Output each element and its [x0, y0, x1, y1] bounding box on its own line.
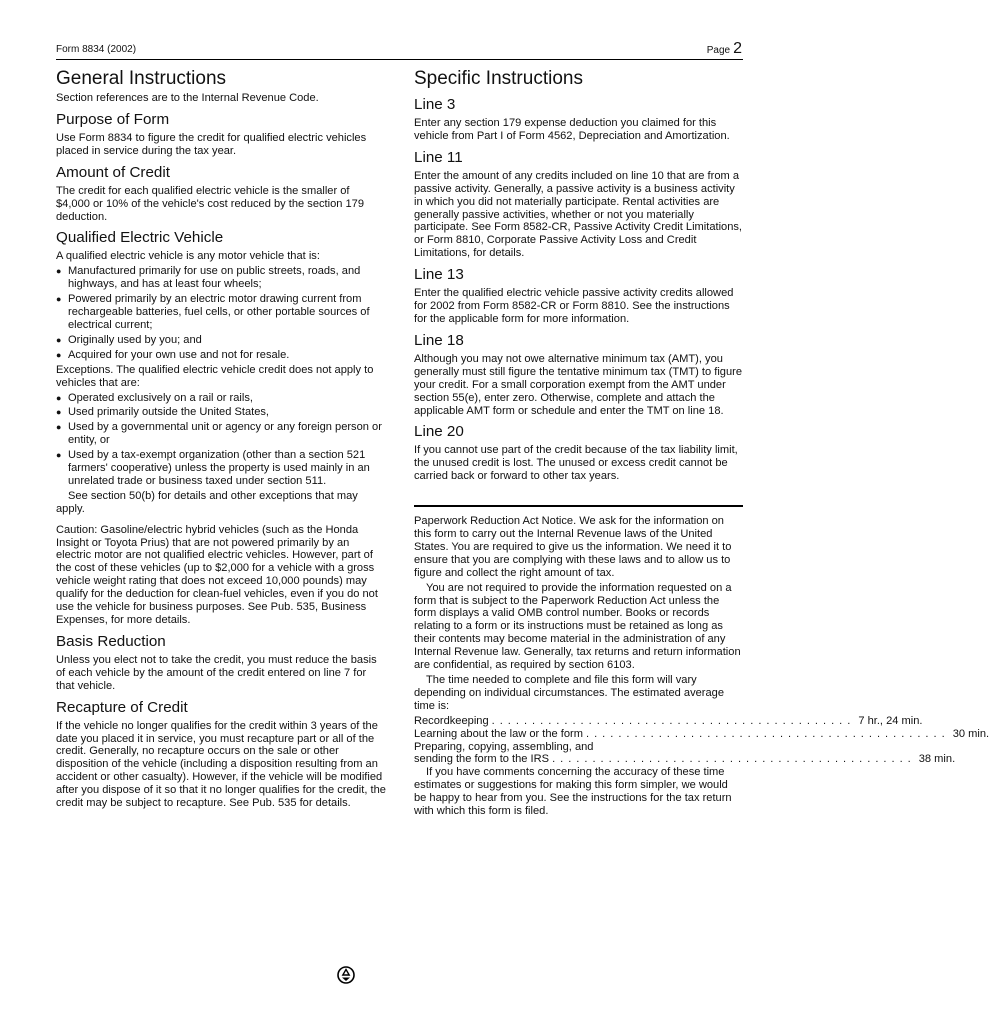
left-column	[56, 66, 386, 812]
exceptions-intro: Exceptions. The qualified electric vehicle credit does not apply to vehicles that are:	[56, 363, 374, 389]
basis-title: Basis Reduction	[56, 632, 166, 650]
page-number: 2	[733, 40, 742, 57]
list-item: ● Acquired for your own use and not for resale.	[56, 349, 386, 362]
general-instructions-title: General Instructions	[56, 68, 227, 89]
list-item: ● Operated exclusively on a rail or rails,	[56, 392, 386, 405]
exceptions-list	[56, 392, 386, 488]
page-word: Page	[706, 45, 731, 56]
section-divider	[414, 505, 743, 507]
time-row-recordkeeping: Recordkeeping ............................................. 7 hr., 24 min.	[414, 714, 923, 727]
line18-title: Line 18	[414, 331, 464, 349]
list-item: ● Used by a governmental unit or agency or any foreign person or entity, or	[56, 421, 386, 447]
line3-text: Enter any section 179 expense deduction you claimed for this vehicle from Part I of Form 4562, Depreciation and Amortization.	[414, 117, 730, 142]
line3-title: Line 3	[414, 96, 456, 113]
time-row-learning: Learning about the law or the form ............................................. 30 min.	[414, 727, 989, 740]
purpose-text: Use Form 8834 to figure the credit for qualified electric vehicles placed in service during the tax year.	[56, 131, 367, 157]
list-item: ● Originally used by you; and	[56, 334, 386, 347]
line13-title: Line 13	[414, 266, 464, 284]
recapture-title: Recapture of Credit	[56, 698, 188, 716]
line18-text: Although you may not owe alternative minimum tax (AMT), you generally must still figure the tentative minimum tax (TMT) to figure your credit. For a small corporation exempt from the AMT under section 55(e), enter zero. Otherwise, complete and attach the applicable AMT form or schedule and enter the TMT on line 18.	[414, 352, 742, 417]
basis-text: Unless you elect not to take the credit, you must reduce the basis of each vehicle by the amount of the credit entered on line 7 for that vehicle.	[56, 653, 377, 692]
header-rule	[56, 59, 743, 60]
line20-text: If you cannot use part of the credit because of the tax liability limit, the unused credit is lost. The unused or excess credit cannot be carried back or forward to other tax years.	[414, 444, 738, 483]
recycle-icon	[337, 966, 355, 984]
list-item: ● Powered primarily by an electric motor drawing current from rechargeable batteries, fuel cells, or other portable sources of electrical current;	[56, 293, 386, 332]
time-row-preparing-line1: Preparing, copying, assembling, and	[414, 740, 594, 753]
list-item: ● Used by a tax-exempt organization (other than a section 521 farmers' cooperative) unless the property is used mainly in an unrelated trade or business taxed under section 511.	[56, 449, 386, 488]
paperwork-time-text: The time needed to complete and file this form will vary depending on individual circumstances. The estimated average time is:	[414, 674, 724, 712]
caution-text: Caution: Gasoline/electric hybrid vehicles (such as the Honda Insight or Toyota Prius) that are not powered primarily by an electric motor are not qualified electric vehicles. However, part of the cost of these vehicles (up to $2,000 for a vehicle with a gross vehicle weight rating that does not exceed 10,000 pounds) may qualify for the deduction for clean-fuel vehicles, even if you do not use the vehicle for business purposes. See Pub. 535, Business Expenses, for more details.	[56, 523, 378, 626]
purpose-title: Purpose of Form	[56, 110, 170, 128]
line11-title: Line 11	[414, 148, 463, 166]
right-column	[414, 66, 989, 820]
recapture-text: If the vehicle no longer qualifies for the credit within 3 years of the date you placed it in service, you must recapture part or all of the credit. Generally, no recapture occurs on the sale or other disposition of the vehicle (including a disposition resulting from an accident or other casualty). However, if the vehicle will be modified after you dispose of it so that it no longer qualifies for the credit, the credit may be subject to recapture. See Pub. 535 for details.	[56, 719, 386, 810]
page-indicator	[707, 40, 742, 58]
see-section-text: See section 50(b) for details and other exceptions that may apply.	[56, 489, 358, 515]
line20-title: Line 20	[414, 423, 464, 441]
amount-title: Amount of Credit	[56, 163, 170, 181]
paperwork-omb-text: You are not required to provide the information requested on a form that is subject to the Paperwork Reduction Act unless the form displays a valid OMB control number. Books or records relating to a form or its instructions must be retained as long as their contents may become material in the administration of any Internal Revenue law. Generally, tax returns and return information are confidential, as required by section 6103.	[414, 581, 741, 672]
time-row-preparing: sending the form to the IRS ............................................. 38 min.	[414, 753, 956, 766]
qev-intro: A qualified electric vehicle is any motor vehicle that is:	[56, 250, 320, 263]
list-item: ● Used primarily outside the United States,	[56, 406, 386, 419]
line13-text: Enter the qualified electric vehicle passive activity credits allowed for 2002 from Form 8582-CR or Form 8810. See the instructions for the applicable form for more information.	[414, 287, 734, 325]
qev-list	[56, 265, 386, 361]
line11-text: Enter the amount of any credits included on line 10 that are from a passive activity. Generally, a passive activity is a business activity in which you did not materially participate. Rental activities are generally passive activities, whether or not you materially participate. See Form 8582-CR, Passive Activity Credit Limitations, or Form 8810, Corporate Passive Activity Loss and Credit Limitations, for details.	[414, 169, 743, 260]
paperwork-comments-text: If you have comments concerning the accuracy of these time estimates or suggestions for making this form simpler, we would be happy to hear from you. See the instructions for the tax return with which this form is filed.	[414, 766, 732, 818]
general-instructions-text: Section references are to the Internal Revenue Code.	[56, 92, 319, 104]
amount-text: The credit for each qualified electric vehicle is the smaller of $4,000 or 10% of the vehicle's cost reduced by the section 179 deduction.	[56, 184, 365, 223]
paperwork-notice: Paperwork Reduction Act Notice. We ask for the information on this form to carry out the Internal Revenue laws of the United States. You are required to give us the information. We need it to ensure that you are complying with these laws and to allow us to figure and collect the right amount of tax.	[414, 515, 732, 579]
list-item: ● Manufactured primarily for use on public streets, roads, and highways, and has at least four wheels;	[56, 265, 386, 291]
form-label: Form 8834 (2002)	[56, 44, 137, 55]
qev-title: Qualified Electric Vehicle	[56, 229, 224, 247]
specific-instructions-title: Specific Instructions	[414, 68, 583, 89]
